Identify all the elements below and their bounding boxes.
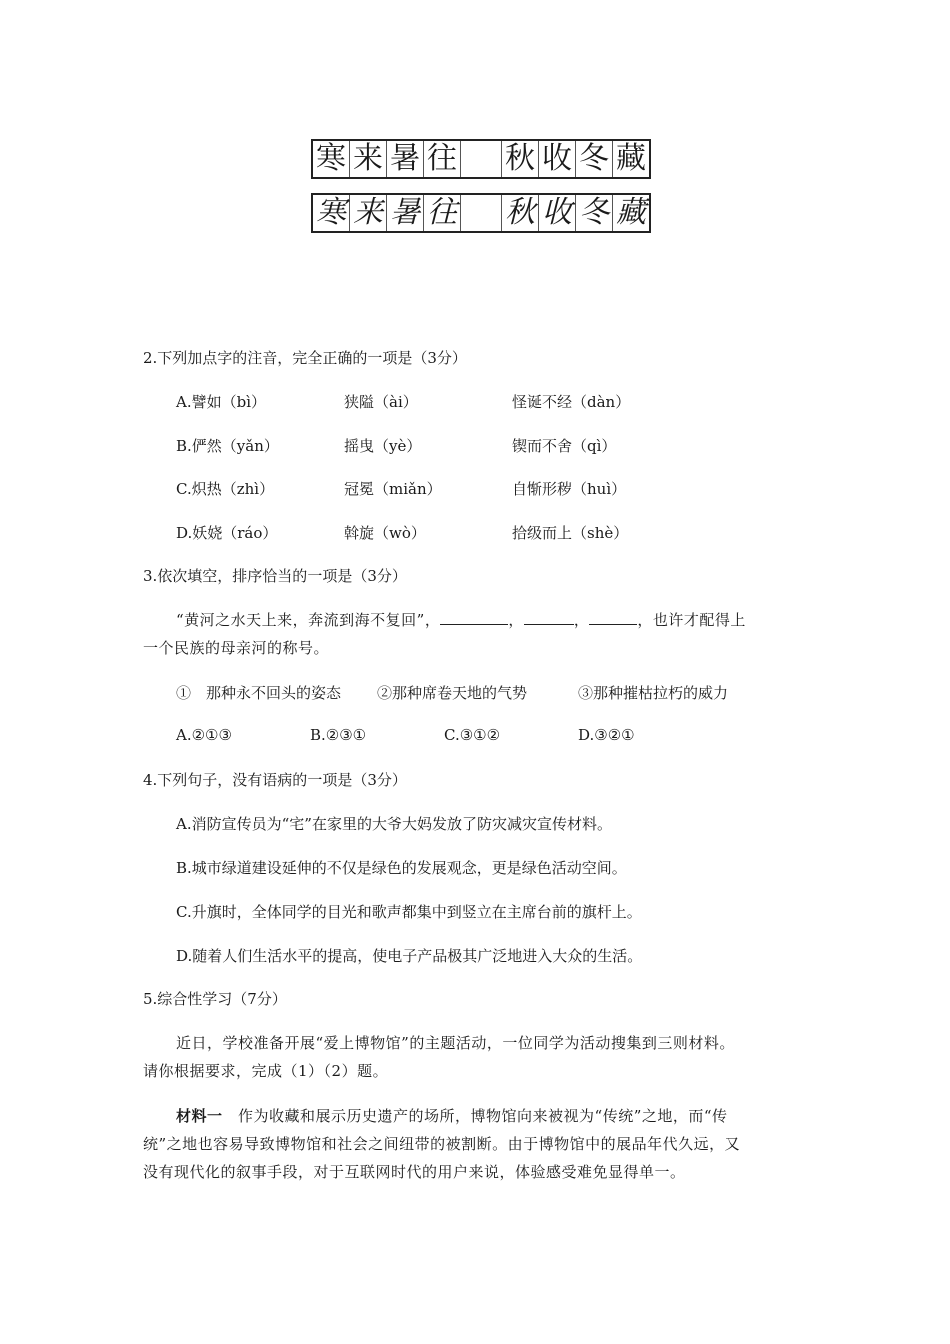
q2-option-c-1: C.炽热（zhì）: [176, 480, 275, 498]
q2-option-d-3: 拾级而上（shè）: [512, 524, 629, 542]
callig-char: 冬: [576, 195, 613, 231]
callig-char: 秋: [502, 195, 539, 231]
q3-option-d: D.③②①: [578, 726, 635, 744]
question-3-stem: 3.依次填空，排序恰当的一项是（3分）: [143, 567, 407, 585]
q2-option-a-1: A.譬如（bì）: [176, 393, 267, 411]
q3-item-1: ① 那种永不回头的姿态: [176, 684, 342, 702]
q3-item-3: ③那种摧枯拉朽的威力: [578, 684, 729, 702]
fill-blank-1[interactable]: [440, 610, 508, 625]
question-4-stem: 4.下列句子，没有语病的一项是（3分）: [143, 771, 407, 789]
calligraphy-row-regular: [311, 139, 651, 179]
q2-option-b-3: 锲而不舍（qì）: [512, 437, 617, 455]
callig-char: 收: [539, 195, 576, 231]
q5-material-line2: 统”之地也容易导致博物馆和社会之间纽带的被割断。由于博物馆中的展品年代久远，又: [143, 1135, 741, 1153]
q2-option-b-2: 摇曳（yè）: [344, 437, 422, 455]
callig-char: 寒: [313, 195, 350, 231]
q2-option-a-3: 怪诞不经（dàn）: [512, 393, 631, 411]
q2-option-d-2: 斡旋（wò）: [344, 524, 426, 542]
callig-gap: [461, 141, 502, 177]
callig-char: 收: [539, 141, 576, 177]
callig-char: 来: [350, 141, 387, 177]
q4-option-d: D.随着人们生活水平的提高，使电子产品极其广泛地进入大众的生活。: [176, 947, 643, 965]
callig-char: 冬: [576, 141, 613, 177]
callig-char: 来: [350, 195, 387, 231]
q5-intro-line1: 近日，学校准备开展“爱上博物馆”的主题活动，一位同学为活动搜集到三则材料。: [176, 1034, 735, 1052]
question-2-stem: 2.下列加点字的注音，完全正确的一项是（3分）: [143, 349, 467, 367]
callig-char: 秋: [502, 141, 539, 177]
q3-option-a: A.②①③: [176, 726, 232, 744]
callig-char: 往: [424, 141, 461, 177]
q3-sep: ，: [508, 611, 524, 629]
callig-char: 藏: [616, 141, 646, 176]
q4-option-b: B.城市绿道建设延伸的不仅是绿色的发展观念，更是绿色活动空间。: [176, 859, 627, 877]
q3-option-b: B.②③①: [310, 726, 367, 744]
q4-option-a: A.消防宣传员为“宅”在家里的大爷大妈发放了防灾减灾宣传材料。: [176, 815, 612, 833]
q3-option-c: C.③①②: [444, 726, 501, 744]
material-label: 材料一: [176, 1107, 223, 1125]
callig-char: 往: [424, 195, 461, 231]
callig-char: 藏: [616, 196, 646, 229]
q3-passage-start: “黄河之水天上来，奔流到海不复回”，: [176, 611, 441, 629]
fill-blank-3[interactable]: [589, 610, 637, 625]
fill-blank-2[interactable]: [524, 610, 574, 625]
q2-option-c-3: 自惭形秽（huì）: [512, 480, 627, 498]
callig-char: 暑: [387, 195, 424, 231]
callig-char: 寒: [313, 141, 350, 177]
q4-option-c: C.升旗时，全体同学的目光和歌声都集中到竖立在主席台前的旗杆上。: [176, 903, 642, 921]
q3-passage-line1: [176, 609, 746, 630]
q5-intro-line2: 请你根据要求，完成（1）（2）题。: [143, 1062, 389, 1080]
q2-option-b-1: B.俨然（yǎn）: [176, 437, 279, 455]
callig-gap: [461, 195, 502, 231]
q3-passage-line2: 一个民族的母亲河的称号。: [143, 639, 330, 657]
question-5-stem: 5.综合性学习（7分）: [143, 990, 287, 1008]
q5-material-line1: [176, 1105, 728, 1126]
q2-option-d-1: D.妖娆（ráo）: [176, 524, 278, 542]
material-text: 作为收藏和展示历史遗产的场所，博物馆向来被视为“传统”之地，而“传: [238, 1107, 728, 1125]
q2-option-c-2: 冠冕（miǎn）: [344, 480, 442, 498]
q3-item-2: ②那种席卷天地的气势: [377, 684, 528, 702]
callig-char: 暑: [387, 141, 424, 177]
calligraphy-row-running: [311, 193, 651, 233]
q3-sep: ，: [573, 611, 590, 629]
q2-option-a-2: 狭隘（ài）: [344, 393, 418, 411]
q5-material-line3: 没有现代化的叙事手段，对于互联网时代的用户来说，体验感受难免显得单一。: [143, 1163, 686, 1181]
q3-passage-end: ，也许才配得上: [637, 611, 746, 629]
